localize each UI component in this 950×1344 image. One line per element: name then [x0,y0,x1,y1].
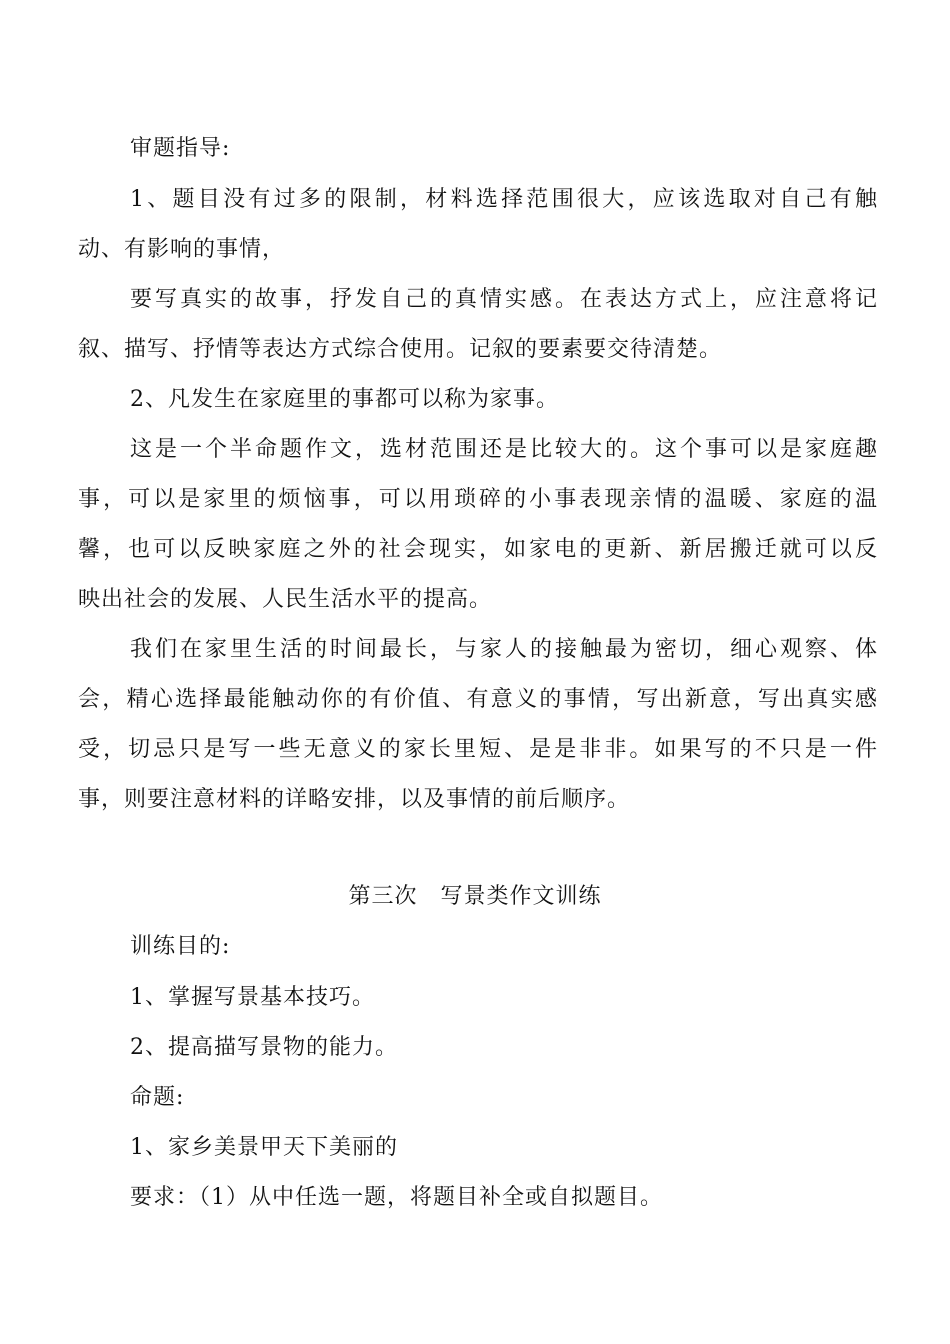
paragraph-line: 映出社会的发展、人民生活水平的提高。 [78,587,493,612]
paragraph-line: 馨，也可以反映家庭之外的社会现实，如家电的更新、新居搬迁就可以反 [78,537,878,562]
section-title-guidance: 审题指导: [130,136,231,161]
requirement-line: 要求：（1）从中任选一题，将题目补全或自拟题目。 [130,1185,663,1210]
section-title-goals: 训练目的: [130,934,231,959]
paragraph-line: 叙、描写、抒情等表达方式综合使用。记叙的要素要交待清楚。 [78,337,723,362]
paragraph-line: 动、有影响的事情， [78,237,286,262]
paragraph-line: 2、凡发生在家庭里的事都可以称为家事。 [130,387,559,412]
section-heading: 第三次 写景类作文训练 [348,884,602,909]
paragraph-line: 事，则要注意材料的详略安排，以及事情的前后顺序。 [78,787,631,812]
paragraph-line: 要写真实的故事，抒发自己的真情实感。在表达方式上，应注意将记 [130,287,878,312]
list-item: 2、提高描写景物的能力。 [130,1035,398,1060]
section-title-topics: 命题: [130,1085,185,1110]
paragraph-line: 这是一个半命题作文，选材范围还是比较大的。这个事可以是家庭趣 [130,437,878,462]
paragraph-line: 1、题目没有过多的限制，材料选择范围很大，应该选取对自己有触 [130,187,878,212]
paragraph-line: 事，可以是家里的烦恼事，可以用琐碎的小事表现亲情的温暖、家庭的温 [78,487,878,512]
list-item: 1、掌握写景基本技巧。 [130,985,375,1010]
list-item: 1、家乡美景甲天下美丽的 [130,1135,398,1160]
paragraph-line: 会，精心选择最能触动你的有价值、有意义的事情，写出新意，写出真实感 [78,687,878,712]
paragraph-line: 我们在家里生活的时间最长，与家人的接触最为密切，细心观察、体 [130,637,878,662]
paragraph-line: 受，切忌只是写一些无意义的家长里短、是是非非。如果写的不只是一件 [78,737,878,762]
